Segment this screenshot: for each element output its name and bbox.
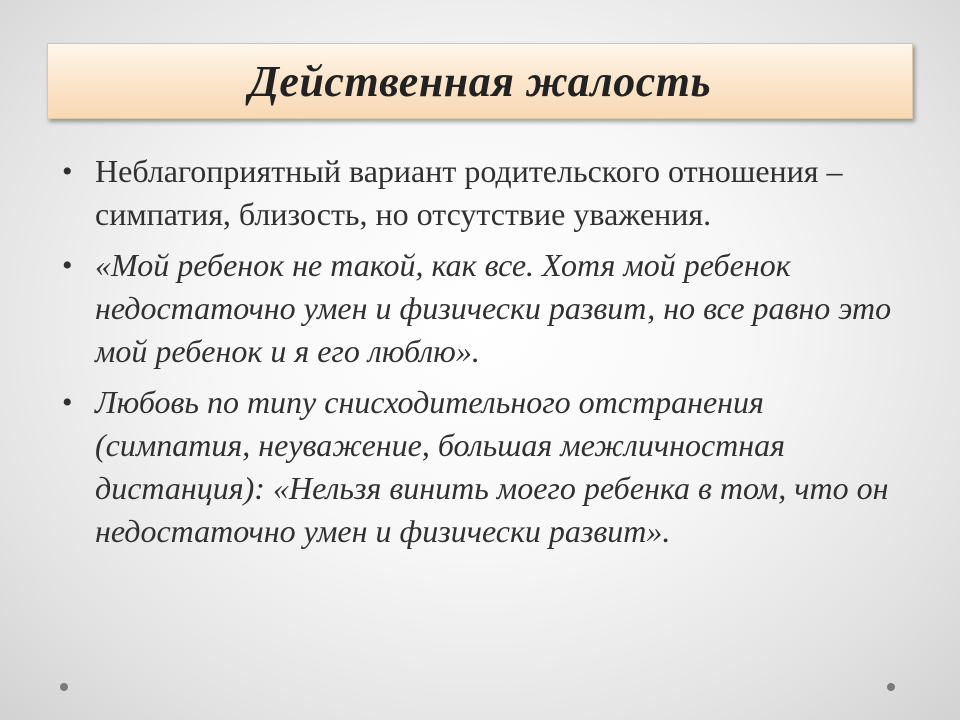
title-banner bbox=[47, 43, 913, 119]
bullet-list bbox=[62, 150, 912, 561]
bullet-text-quote: «Мой ребенок не такой, как все. Хотя мой ребенок недостаточно умен и физически развит, но все равно это мой ребенок и я его люблю». bbox=[95, 247, 892, 369]
bullet-dot-icon: • bbox=[62, 155, 73, 188]
corner-dot-left-icon bbox=[60, 683, 68, 691]
corner-dot-right-icon bbox=[887, 683, 895, 691]
bullet-text: Неблагоприятный вариант родительского отношения – симпатия, близость, но отсутствие уважения. bbox=[95, 153, 843, 232]
slide-title: Действенная жалость bbox=[248, 56, 712, 106]
bullet-text-description: Любовь по типу снисходительного отстранения (симпатия, неуважение, большая межличностная дистанция): «Нельзя винить моего ребенка в том, что он недостаточно умен и физически развит». bbox=[95, 384, 889, 549]
bullet-dot-icon: • bbox=[62, 386, 73, 419]
bullet-item bbox=[62, 381, 912, 553]
bullet-item bbox=[62, 150, 912, 236]
bullet-item bbox=[62, 244, 912, 373]
bullet-dot-icon: • bbox=[62, 249, 73, 282]
